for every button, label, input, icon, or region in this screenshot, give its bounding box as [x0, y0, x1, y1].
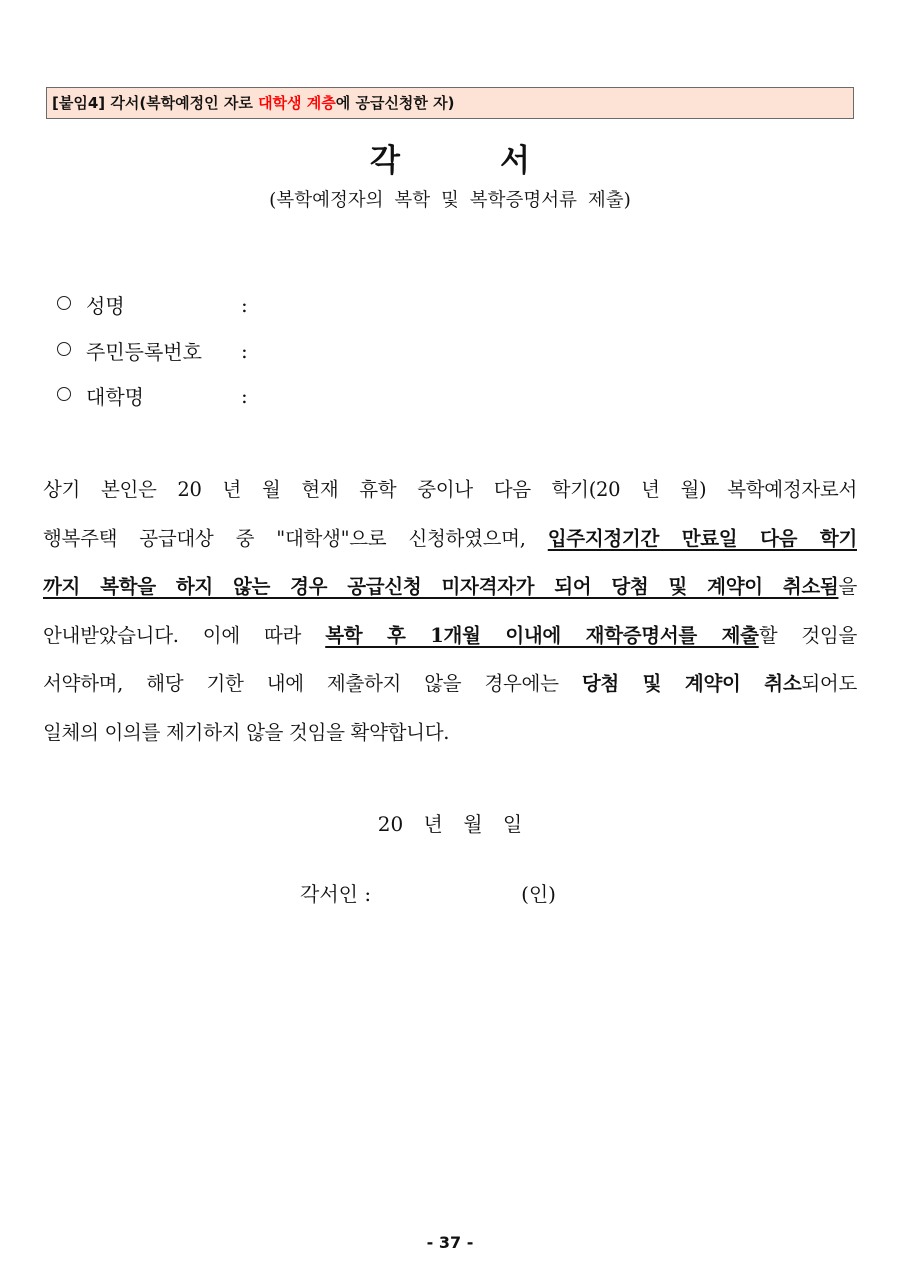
- header-suffix: 에 공급신청한 자): [335, 94, 455, 112]
- field-label: 주민등록번호: [86, 340, 202, 364]
- title-left: 각: [370, 143, 400, 179]
- body-line-5: [43, 660, 857, 709]
- field-colon: :: [241, 292, 248, 317]
- field-name: [57, 290, 248, 319]
- body-line-3: [43, 563, 857, 612]
- body-line-1: 상기 본인은 20 년 월 현재 휴학 중이나 다음 학기(20 년 월) 복학예정자로서: [43, 478, 857, 501]
- body-text: 되어도: [801, 672, 858, 695]
- body-line-6: 일체의 이의를 제기하지 않을 것임을 확약합니다.: [43, 720, 450, 744]
- field-colon: :: [241, 383, 248, 408]
- body-text: 서약하며, 해당 기한 내에 제출하지 않을 경우에는: [43, 672, 582, 695]
- emphasis-text: 까지 복학을 하지 않는 경우 공급신청 미자격자가 되어 당첨 및 계약이 취소됨: [43, 575, 839, 598]
- circle-bullet-icon: [57, 342, 71, 356]
- body-text: 을: [838, 575, 857, 598]
- body-text: 행복주택 공급대상 중 "대학생"으로 신청하였으며,: [43, 526, 548, 550]
- body-text: 안내받았습니다. 이에 따라: [43, 623, 326, 647]
- body-line-2: [43, 515, 857, 564]
- seal-mark: (인): [521, 882, 556, 906]
- field-label: 대학명: [86, 385, 144, 409]
- field-university: [57, 381, 248, 410]
- emphasis-text: 입주지정기간 만료일 다음 학기: [547, 526, 857, 550]
- header-highlight: 대학생 계층: [258, 94, 336, 112]
- body-text: 할 것임을: [758, 623, 858, 647]
- title-right: 서: [500, 143, 530, 179]
- signature-line: [300, 878, 556, 907]
- body-line-4: [43, 612, 857, 661]
- page-number: - 37 -: [426, 1233, 474, 1252]
- document-title: [0, 135, 900, 180]
- circle-bullet-icon: [57, 387, 71, 401]
- field-label: 성명: [86, 294, 125, 318]
- pledge-body: [43, 466, 857, 757]
- document-subtitle: (복학예정자의 복학 및 복학증명서류 제출): [269, 190, 631, 211]
- emphasis-text: 복학 후 1개월 이내에 재학증명서를 제출: [325, 623, 759, 647]
- field-resident-number: [57, 336, 248, 365]
- header-prefix: [붙임4] 각서(복학예정인 자로: [52, 94, 259, 112]
- signature-label: 각서인 :: [300, 882, 372, 906]
- circle-bullet-icon: [57, 296, 71, 310]
- attachment-header: [46, 87, 854, 119]
- field-colon: :: [241, 338, 248, 363]
- emphasis-text: 당첨 및 계약이 취소: [581, 672, 802, 695]
- date-line: 20 년 월 일: [377, 812, 523, 836]
